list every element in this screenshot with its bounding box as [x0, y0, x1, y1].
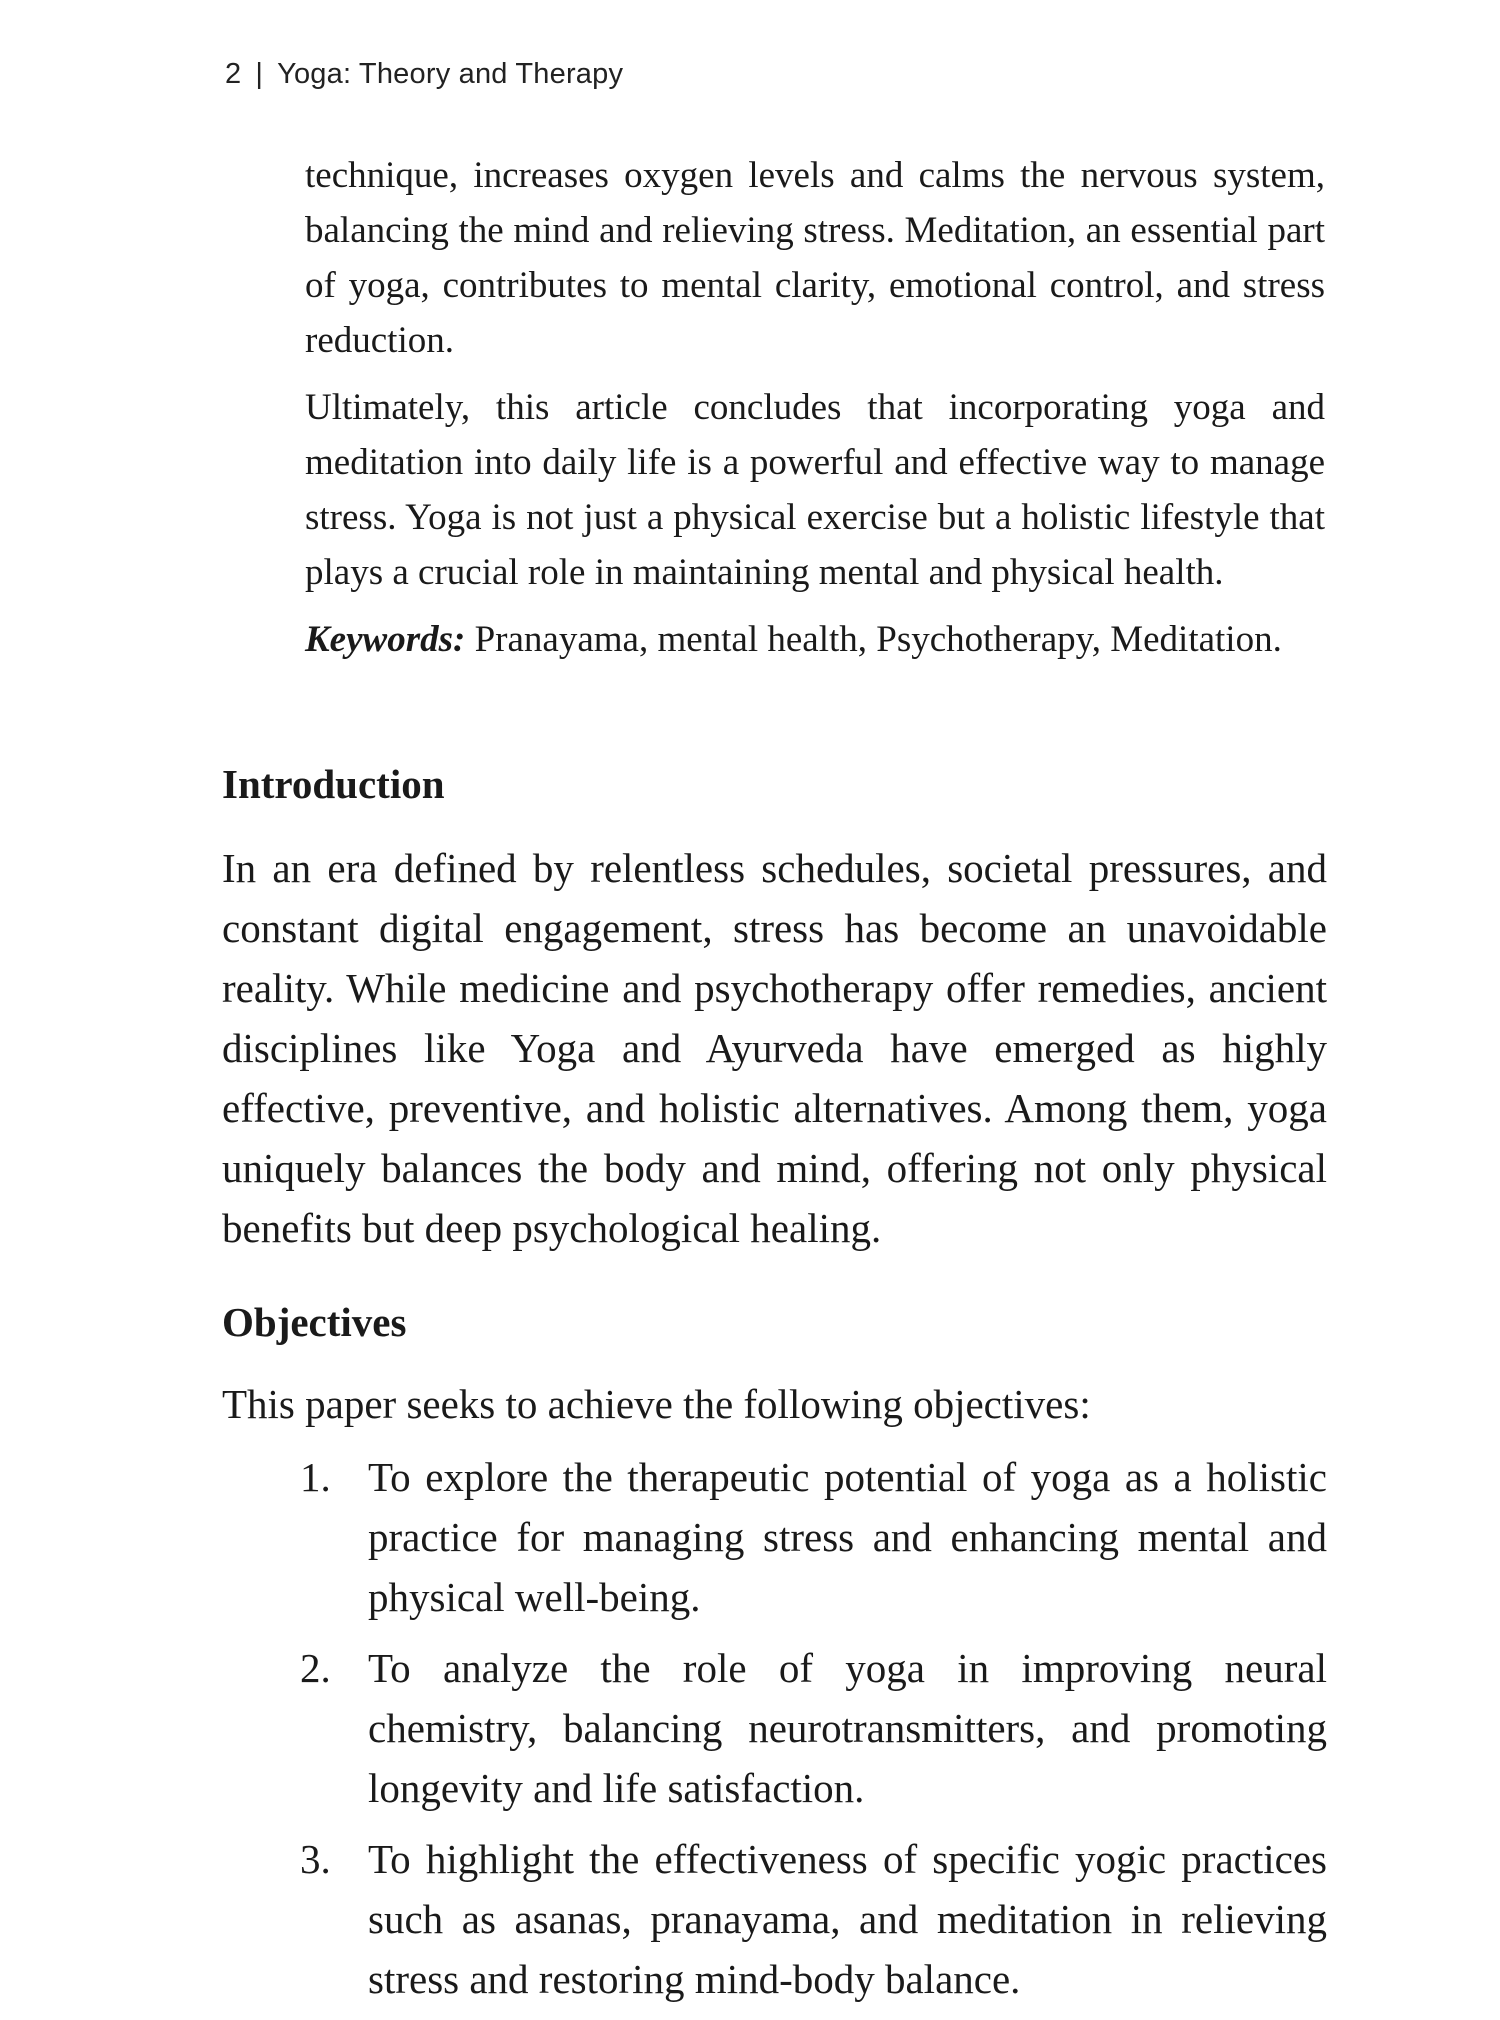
objectives-list: [300, 1447, 1327, 2020]
list-item-text: To highlight the effectiveness of specific yogic practices such as asanas, pranayama, and meditation in relieving stress and restoring mind-body balance.: [368, 1836, 1327, 2002]
list-item: [300, 1447, 1327, 1627]
list-item-number: 3.: [300, 1836, 331, 1882]
list-item: [300, 1829, 1327, 2009]
keywords-text: Pranayama, mental health, Psychotherapy, Meditation.: [465, 619, 1282, 660]
introduction-paragraph: In an era defined by relentless schedules, societal pressures, and constant digital engagement, stress has become an unavoidable reality. While medicine and psychotherapy offer remedies, ancient disciplines like Yoga and Ayurveda have emerged as highly effective, preventive, and holistic alternatives. Among them, yoga uniquely balances the body and mind, offering not only physical benefits but deep psychological healing.: [222, 845, 1327, 1251]
objectives-heading: Objectives: [222, 1299, 407, 1345]
list-item-number: 2.: [300, 1645, 331, 1691]
list-item-text: To analyze the role of yoga in improving neural chemistry, balancing neurotransmitters, and promoting longevity and life satisfaction.: [368, 1645, 1327, 1811]
keywords-line: [305, 612, 1325, 667]
page-number: 2: [225, 58, 242, 90]
introduction-heading: Introduction: [222, 761, 445, 807]
objectives-lead: This paper seeks to achieve the following objectives:: [222, 1381, 1091, 1427]
abstract-paragraph-1: technique, increases oxygen levels and calms the nervous system, balancing the mind and relieving stress. Meditation, an essential part of yoga, contributes to mental clarity, emotional control, and stress reduction.: [305, 155, 1325, 361]
running-header: [225, 58, 623, 91]
header-separator: |: [255, 58, 264, 90]
list-item-number: 1.: [300, 1454, 331, 1500]
book-title: Yoga: Theory and Therapy: [277, 58, 624, 90]
list-item: [300, 1638, 1327, 1818]
list-item-text: To explore the therapeutic potential of yoga as a holistic practice for managing stress and enhancing mental and physical well-being.: [368, 1454, 1327, 1620]
abstract-continuation: [305, 148, 1325, 679]
abstract-paragraph-2: Ultimately, this article concludes that incorporating yoga and meditation into daily life is a powerful and effective way to manage stress. Yoga is not just a physical exercise but a holistic lifestyle that plays a crucial role in maintaining mental and physical health.: [305, 387, 1325, 593]
keywords-label: Keywords:: [305, 619, 466, 660]
